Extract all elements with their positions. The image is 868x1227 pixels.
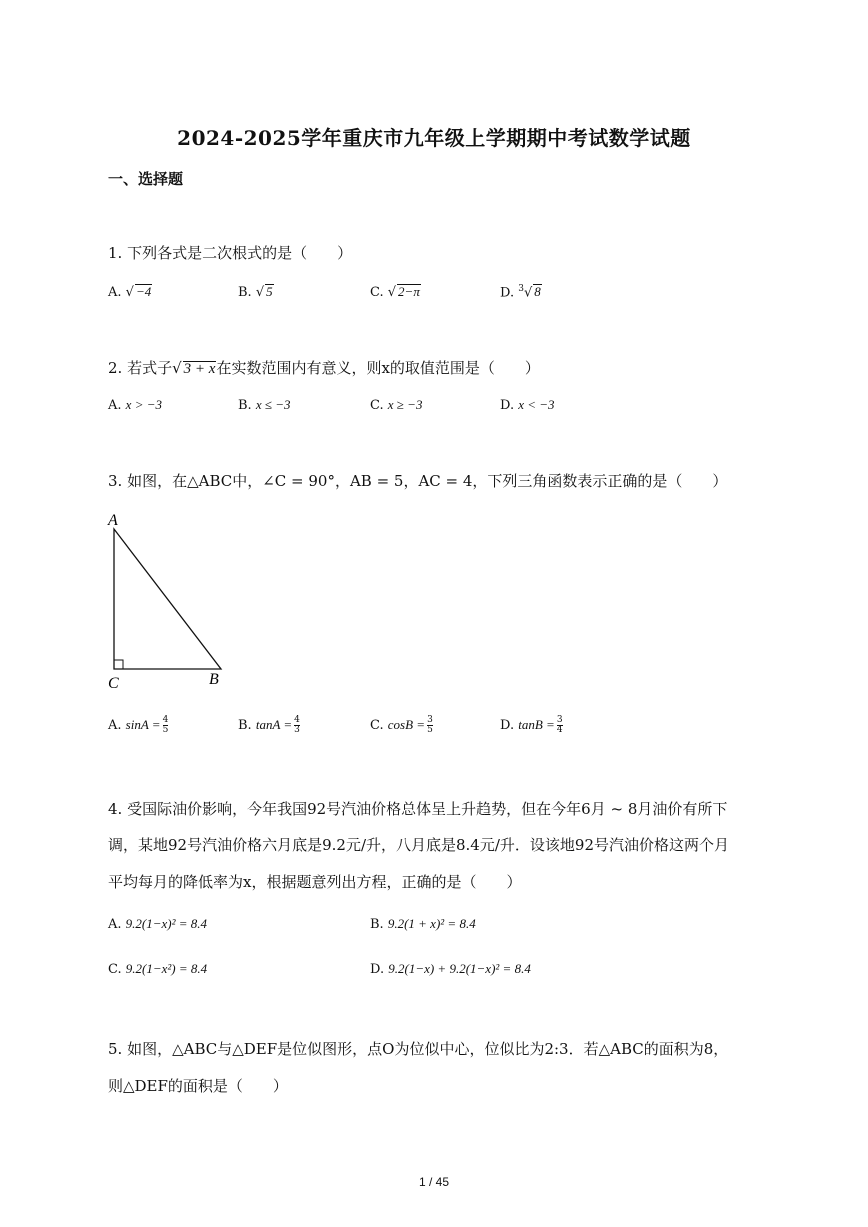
q2-option-a <box>108 397 162 413</box>
option-label: A. <box>108 718 122 733</box>
stem-prefix: 2. 若式子 <box>108 359 173 377</box>
page-number: 1 / 45 <box>418 1175 450 1189</box>
denominator: 5 <box>162 725 169 735</box>
triangle-abc <box>114 529 221 669</box>
option-label: D. <box>370 962 385 977</box>
q2-option-c <box>370 397 422 413</box>
option-label: D. <box>500 285 515 301</box>
option-label: A. <box>108 398 122 413</box>
page-title: 2024-2025学年重庆市九年级上学期期中考试数学试题 <box>177 126 691 150</box>
vertex-a-label: A <box>108 512 118 529</box>
question-5-line-1: 5. 如图，△ABC与△DEF是位似图形，点O为位似中心，位似比为2:3．若△ABC的面积为8， <box>108 1040 729 1058</box>
q3-option-a <box>108 716 168 735</box>
q2-option-d <box>500 397 555 413</box>
option-label: A. <box>108 285 122 300</box>
question-4-line-3: 平均每月的降低率为x，根据题意列出方程，正确的是（ ） <box>108 873 522 891</box>
question-1-stem: 1. 下列各式是二次根式的是（ ） <box>108 244 353 262</box>
q1-option-d: D. $^3$√ 8 <box>500 284 541 301</box>
fraction <box>294 716 300 735</box>
q4-option-a <box>108 916 207 932</box>
option-label: B. <box>370 917 384 932</box>
q3-option-c <box>370 716 433 735</box>
option-label: B. <box>238 718 252 733</box>
q1-option-c: C. √ 2−π <box>370 284 420 300</box>
fraction <box>163 716 169 735</box>
right-angle-mark <box>114 660 123 669</box>
option-label: D. <box>500 718 515 733</box>
option-value: x < −3 <box>518 397 555 412</box>
denominator: 3 <box>294 725 300 735</box>
numerator: 3 <box>556 715 563 725</box>
question-4-line-2: 调，某地92号汽油价格六月底是9.2元/升，八月底是8.4元/升．设该地92号汽油价格这两个月 <box>108 836 729 854</box>
option-value: x ≤ −3 <box>255 397 291 412</box>
q1-option-b: B. √ 5 <box>238 284 273 300</box>
option-label: B. <box>238 398 252 413</box>
numerator: 4 <box>162 715 169 725</box>
trig-function: tanB = <box>518 717 555 732</box>
option-value: 9.2(1 + x)² = 8.4 <box>387 916 476 931</box>
fraction <box>427 716 433 735</box>
numerator: 3 <box>427 715 433 725</box>
q3-option-b <box>238 716 300 735</box>
trig-function: sinA = <box>125 717 161 732</box>
option-label: B. <box>238 285 252 300</box>
vertex-b-label: B <box>209 671 219 688</box>
option-value: 9.2(1−x) + 9.2(1−x)² = 8.4 <box>388 961 531 976</box>
radicand: −4 <box>135 284 152 299</box>
option-value: 9.2(1−x²) = 8.4 <box>125 961 208 976</box>
option-label: C. <box>108 962 122 977</box>
fraction <box>557 716 563 735</box>
option-label: C. <box>370 285 384 300</box>
stem-suffix: 在实数范围内有意义，则x的取值范围是（ ） <box>216 359 540 377</box>
option-value: 9.2(1−x)² = 8.4 <box>125 916 208 931</box>
root-index: 3 <box>518 284 524 294</box>
right-triangle-figure <box>100 505 240 695</box>
option-value: x > −3 <box>125 397 162 412</box>
question-5-line-2: 则△DEF的面积是（ ） <box>108 1077 288 1095</box>
option-label: C. <box>370 398 384 413</box>
question-3-stem: 3. 如图，在△ABC中，∠C = 90°，AB = 5，AC = 4，下列三角函数表示正确的是（ ） <box>108 472 728 490</box>
denominator: 5 <box>427 725 433 735</box>
q4-option-b <box>370 916 476 932</box>
radicand: 3 + x <box>183 361 216 377</box>
q1-option-a: A. √ −4 <box>108 284 152 300</box>
radicand: 2−π <box>398 284 420 299</box>
question-2-stem: 2. 若式子√ 3 + x在实数范围内有意义，则x的取值范围是（ ） <box>108 359 540 377</box>
trig-function: cosB = <box>387 717 426 732</box>
question-4-line-1: 4. 受国际油价影响，今年我国92号汽油价格总体呈上升趋势，但在今年6月 ~ 8月油价有所下 <box>108 800 728 818</box>
option-label: D. <box>500 398 515 413</box>
q3-option-d <box>500 716 563 735</box>
radicand: 8 <box>534 284 541 300</box>
numerator: 4 <box>294 715 300 725</box>
section-heading: 一、选择题 <box>108 170 184 188</box>
option-label: C. <box>370 718 384 733</box>
trig-function: tanA = <box>255 717 293 732</box>
q2-option-b <box>238 397 291 413</box>
vertex-c-label: C <box>108 675 119 692</box>
q4-option-c <box>108 961 207 977</box>
denominator: 4 <box>556 725 563 735</box>
radicand: 5 <box>266 284 273 299</box>
option-label: A. <box>108 917 122 932</box>
option-value: x ≥ −3 <box>387 397 423 412</box>
q4-option-d <box>370 961 531 977</box>
